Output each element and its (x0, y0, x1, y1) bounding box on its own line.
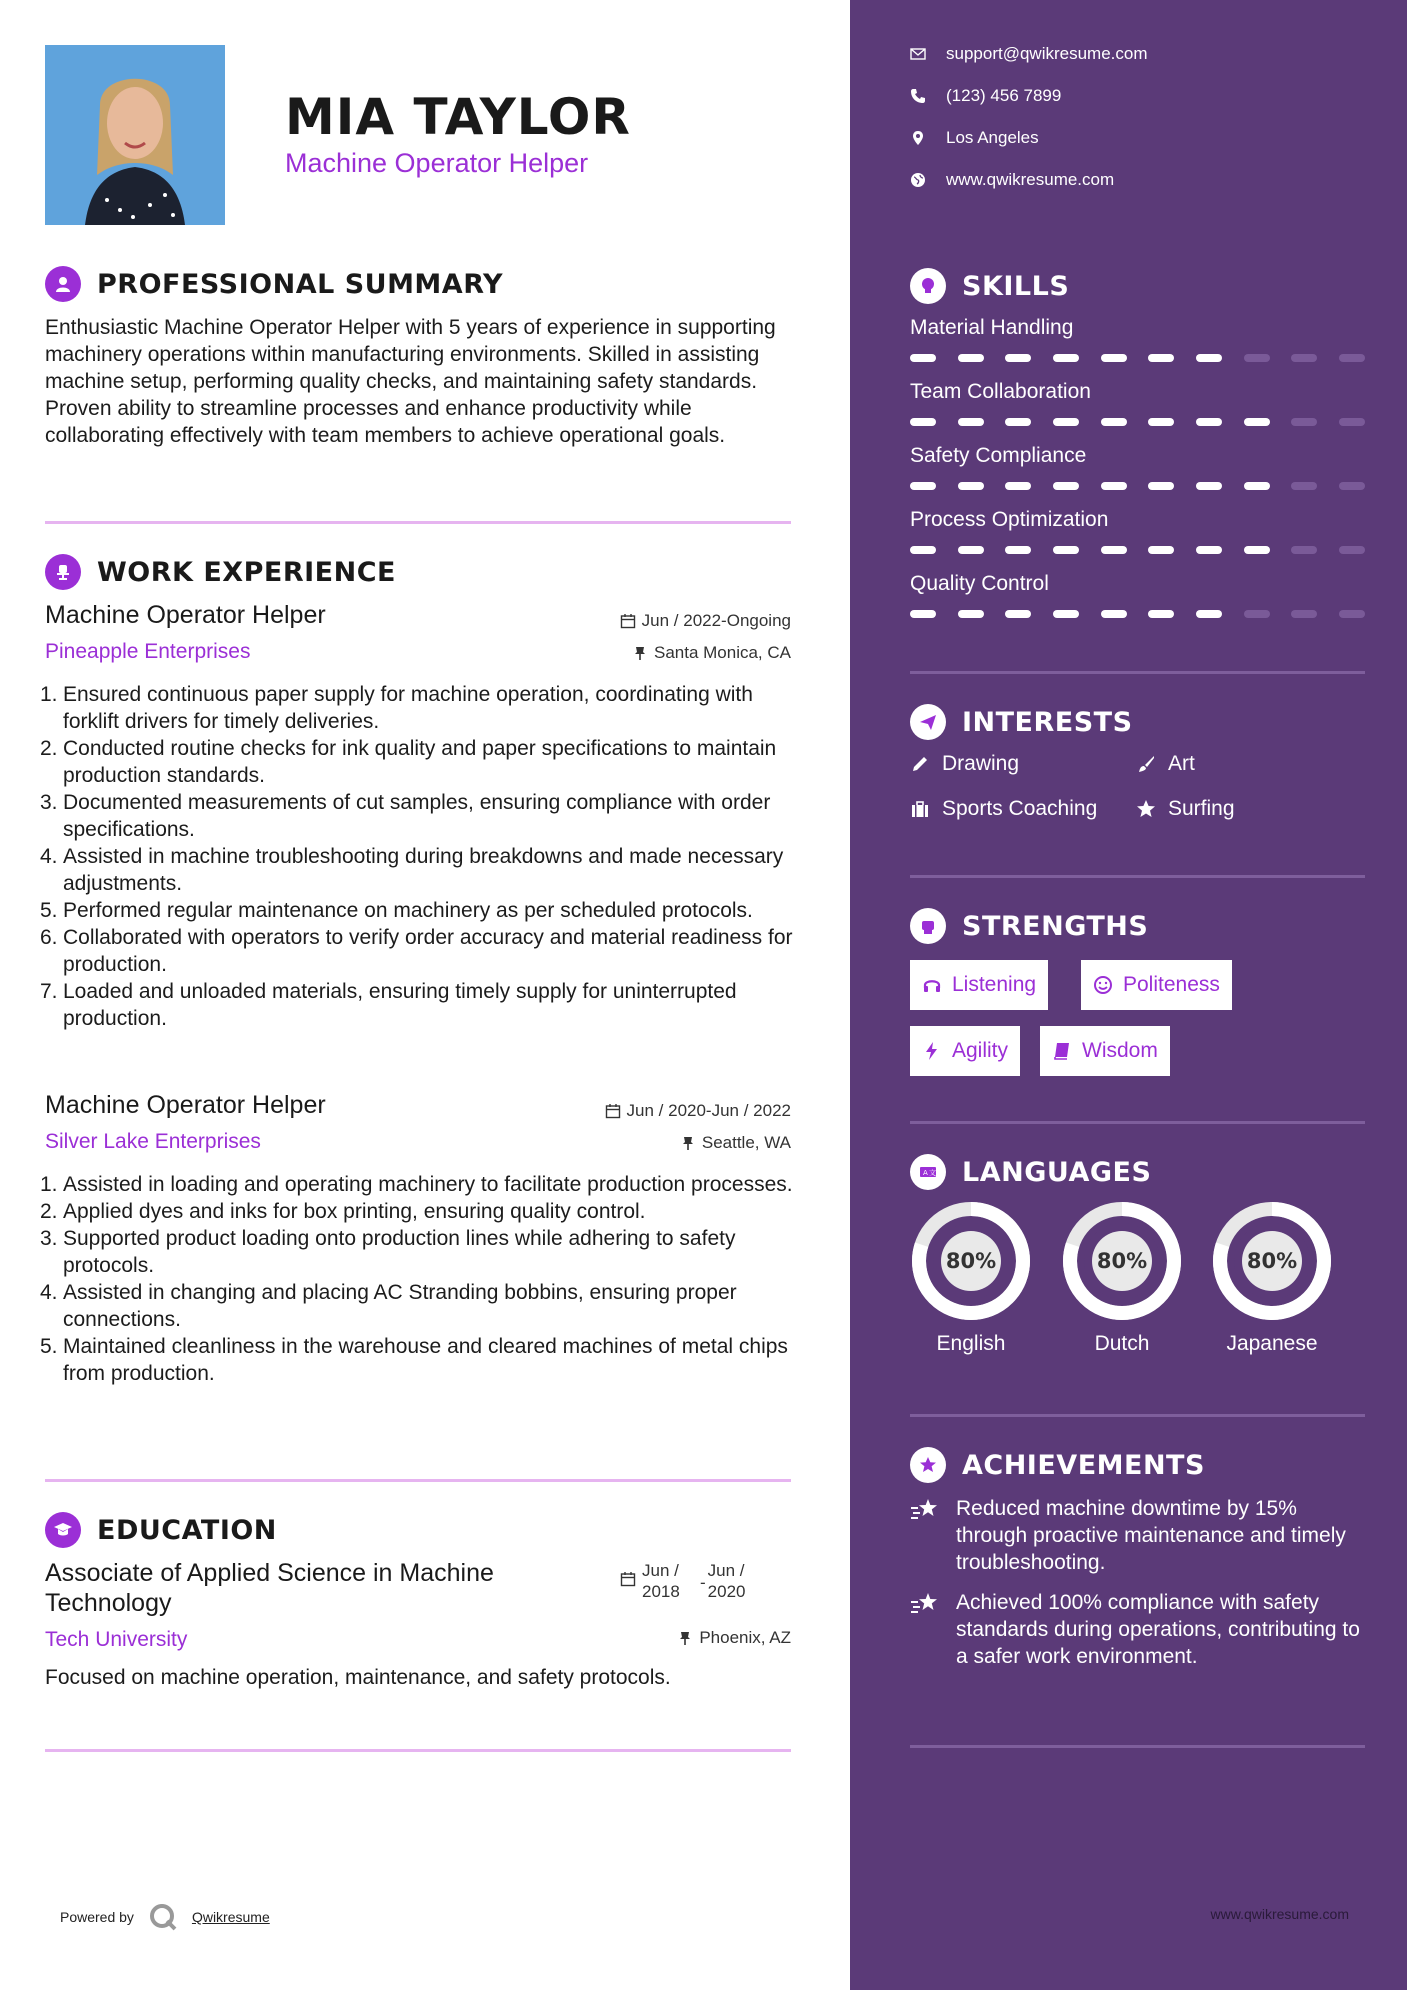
skill-segment (1101, 354, 1127, 362)
contact-website[interactable] (910, 170, 1114, 190)
book-icon (1052, 1041, 1072, 1061)
job-location-text: Santa Monica, CA (653, 643, 791, 662)
skill-segment (1291, 354, 1317, 362)
lightbulb-icon (910, 268, 946, 304)
skill-segment (1291, 546, 1317, 554)
calendar-icon (605, 1103, 621, 1119)
education-location-text: Phoenix, AZ (699, 1628, 791, 1647)
language-ring (1211, 1200, 1333, 1322)
skill-label: Safety Compliance (910, 444, 1087, 467)
powered-by (60, 1902, 270, 1932)
divider (45, 1479, 791, 1482)
pin-icon (677, 1630, 693, 1646)
skill-segment (1053, 418, 1079, 426)
calendar-icon (620, 613, 636, 629)
skill-segment (1339, 418, 1365, 426)
brand-link[interactable]: Qwikresume (191, 1909, 270, 1925)
list-item: 6. Collaborated with operators to verify order accuracy and material readiness for production. (40, 926, 793, 976)
skill-segment (1101, 418, 1127, 426)
skill-segment (1339, 546, 1365, 554)
phone-icon (910, 88, 926, 104)
shooting-star-icon (910, 1497, 940, 1523)
skill-segment (1005, 354, 1031, 362)
skill-segment (910, 546, 936, 554)
company-name: Silver Lake Enterprises (45, 1130, 261, 1153)
list-item: 2. Conducted routine checks for ink quality and paper specifications to maintain production standards. (40, 737, 777, 787)
skill-segment (910, 610, 936, 618)
skill-segment (1005, 610, 1031, 618)
skill-segment (1244, 354, 1270, 362)
skill-segment (910, 418, 936, 426)
contact-location (910, 128, 1039, 148)
skill-segment (910, 354, 936, 362)
map-marker-icon (910, 130, 926, 146)
education-heading (45, 1512, 277, 1548)
skill-segment (1053, 546, 1079, 554)
skill-segment (1053, 354, 1079, 362)
website-text: www.qwikresume.com (946, 170, 1115, 189)
language-percent: 80% (945, 1249, 997, 1273)
skill-segment (958, 418, 984, 426)
list-item: 3. Supported product loading onto production lines while adhering to safety protocols. (40, 1227, 736, 1277)
job-date (620, 611, 791, 631)
education-title: EDUCATION (97, 1514, 277, 1546)
list-item: 2. Applied dyes and inks for box printing, ensuring quality control. (40, 1200, 646, 1223)
skill-segment (1148, 354, 1174, 362)
shooting-star-icon (910, 1591, 940, 1617)
skill-level-bar (910, 418, 1365, 426)
calendar-icon (620, 1571, 636, 1587)
skill-label: Quality Control (910, 572, 1049, 595)
strengths-title: STRENGTHS (962, 910, 1149, 942)
svg-text:文: 文 (929, 1169, 936, 1177)
school-name: Tech University (45, 1628, 188, 1651)
skill-level-bar (910, 482, 1365, 490)
svg-text:A: A (923, 1169, 928, 1177)
graduation-cap-icon (45, 1512, 81, 1548)
language-ring (910, 1200, 1032, 1322)
summary-heading (45, 266, 503, 302)
language-name: Japanese (1226, 1332, 1318, 1355)
skill-segment (1101, 482, 1127, 490)
education-description: Focused on machine operation, maintenance, and safety protocols. (45, 1666, 671, 1689)
interests-title: INTERESTS (962, 706, 1133, 738)
user-icon (45, 266, 81, 302)
interests-heading (910, 704, 1133, 740)
profile-photo (45, 45, 225, 225)
skill-segment (1148, 546, 1174, 554)
job-location (632, 643, 791, 663)
pencil-icon (910, 754, 930, 774)
headphones-icon (922, 975, 942, 995)
star-icon (1136, 799, 1156, 819)
education-location (677, 1628, 791, 1648)
education-date (620, 1560, 758, 1602)
skill-level-bar (910, 354, 1365, 362)
language-gauge (1061, 1200, 1183, 1356)
list-item: 4. Assisted in changing and placing AC Stranding bobbins, ensuring proper connections. (40, 1281, 737, 1331)
experience-heading (45, 554, 396, 590)
badge-star-icon (910, 1447, 946, 1483)
skill-segment (1244, 482, 1270, 490)
job-date-text: Jun / 2020-Jun / 2022 (626, 1101, 791, 1120)
divider (45, 1749, 791, 1752)
skill-segment (1291, 418, 1317, 426)
list-item: 4. Assisted in machine troubleshooting during breakdowns and made necessary adjustments. (40, 845, 784, 895)
skill-level-bar (910, 610, 1365, 618)
skill-segment (1148, 610, 1174, 618)
divider (910, 1745, 1365, 1748)
skill-segment (1196, 482, 1222, 490)
skill-segment (1148, 418, 1174, 426)
interest-item: Art (1136, 752, 1195, 776)
skill-segment (958, 354, 984, 362)
skill-segment (958, 610, 984, 618)
language-gauge (1211, 1200, 1333, 1356)
skill-segment (1339, 482, 1365, 490)
list-item: 7. Loaded and unloaded materials, ensuring timely supply for uninterrupted production. (40, 980, 737, 1030)
language-ring (1061, 1200, 1183, 1322)
strengths-heading (910, 908, 1148, 944)
pin-icon (680, 1135, 696, 1151)
interest-item: Drawing (910, 752, 1019, 776)
job-date (605, 1101, 791, 1121)
language-name: Dutch (1094, 1332, 1150, 1355)
job-bullets (40, 681, 800, 1032)
footer-url[interactable]: www.qwikresume.com (1210, 1906, 1349, 1922)
achievements-heading (910, 1447, 1205, 1483)
location-text: Los Angeles (946, 128, 1039, 147)
bolt-icon (922, 1041, 942, 1061)
summary-text: Enthusiastic Machine Operator Helper with 5 years of experience in supporting machinery operations within manufacturing environments. Skilled in assisting machine setup, performing quality checks, and maintaining safety standards. Proven ability to streamline processes and enhance productivity while collaborating effectively with team members to achieve operational goals. (45, 316, 776, 447)
skill-segment (1291, 610, 1317, 618)
skill-segment (1148, 482, 1174, 490)
education-date-end: Jun / 2020 (707, 1561, 746, 1601)
briefcase-icon (910, 799, 930, 819)
job-title: Machine Operator Helper (45, 601, 326, 629)
skills-title: SKILLS (962, 270, 1070, 302)
company-name: Pineapple Enterprises (45, 640, 251, 663)
strength-chip: Wisdom (1040, 1026, 1170, 1076)
skill-segment (1101, 546, 1127, 554)
education-date-separator: - (700, 1573, 706, 1592)
summary-title: PROFESSIONAL SUMMARY (97, 268, 504, 300)
skill-segment (1244, 610, 1270, 618)
divider (45, 521, 791, 524)
skill-segment (1053, 610, 1079, 618)
skill-segment (958, 482, 984, 490)
phone-text: (123) 456 7899 (946, 86, 1062, 105)
job-title: Machine Operator Helper (45, 1091, 326, 1119)
skill-segment (1196, 418, 1222, 426)
skill-segment (1339, 610, 1365, 618)
list-item: 3. Documented measurements of cut samples, ensuring compliance with order specifications. (40, 791, 771, 841)
list-item: 5. Maintained cleanliness in the warehouse and cleared machines of metal chips from production. (40, 1335, 788, 1385)
job-bullets (40, 1171, 800, 1387)
divider (910, 875, 1365, 878)
strength-chip: Politeness (1081, 960, 1232, 1010)
language-percent: 80% (1246, 1249, 1298, 1273)
skill-segment (1196, 610, 1222, 618)
list-item: 1. Ensured continuous paper supply for machine operation, coordinating with forklift drivers for timely deliveries. (40, 683, 753, 733)
skills-heading (910, 268, 1069, 304)
job-date-text: Jun / 2022-Ongoing (641, 611, 791, 630)
smile-icon (1093, 975, 1113, 995)
experience-title: WORK EXPERIENCE (97, 556, 396, 588)
sidebar (850, 0, 1407, 1990)
skill-label: Material Handling (910, 316, 1074, 339)
skill-level-bar (910, 546, 1365, 554)
paintbrush-icon (1136, 754, 1156, 774)
achievement-item: Achieved 100% compliance with safety standards during operations, contributing to a safer work environment. (910, 1589, 1370, 1670)
interest-item: Sports Coaching (910, 797, 1097, 821)
divider (910, 1414, 1365, 1417)
strength-chip: Listening (910, 960, 1048, 1010)
skill-segment (910, 482, 936, 490)
skill-segment (958, 546, 984, 554)
contact-email[interactable] (910, 44, 1148, 64)
languages-heading (910, 1154, 1151, 1190)
language-icon (910, 1154, 946, 1190)
contact-phone[interactable] (910, 86, 1061, 106)
skill-segment (1291, 482, 1317, 490)
language-percent: 80% (1096, 1249, 1148, 1273)
skill-segment (1005, 546, 1031, 554)
candidate-role: Machine Operator Helper (285, 148, 589, 178)
language-gauge (910, 1200, 1032, 1356)
skill-segment (1196, 354, 1222, 362)
skill-segment (1101, 610, 1127, 618)
divider (910, 671, 1365, 674)
job-location-text: Seattle, WA (701, 1133, 791, 1152)
skill-label: Team Collaboration (910, 380, 1091, 403)
language-name: English (936, 1332, 1006, 1355)
envelope-icon (910, 46, 926, 62)
candidate-name: MIA TAYLOR (285, 88, 631, 146)
languages-title: LANGUAGES (962, 1156, 1152, 1188)
achievements-title: ACHIEVEMENTS (962, 1449, 1205, 1481)
achievement-item: Reduced machine downtime by 15% through proactive maintenance and timely troubleshooting. (910, 1495, 1370, 1576)
fist-icon (910, 908, 946, 944)
skill-segment (1053, 482, 1079, 490)
skill-segment (1196, 546, 1222, 554)
skill-label: Process Optimization (910, 508, 1109, 531)
globe-icon (910, 172, 926, 188)
job-location (680, 1133, 791, 1153)
list-item: 1. Assisted in loading and operating machinery to facilitate production processes. (40, 1173, 793, 1196)
list-item: 5. Performed regular maintenance on machinery as per scheduled protocols. (40, 899, 753, 922)
qwikresume-logo-icon (148, 1902, 178, 1932)
education-date-start: Jun / 2018 (642, 1561, 680, 1601)
skill-segment (1339, 354, 1365, 362)
interest-item: Surfing (1136, 797, 1235, 821)
powered-by-label: Powered by (60, 1909, 134, 1925)
email-text: support@qwikresume.com (946, 44, 1148, 63)
divider (910, 1121, 1365, 1124)
pin-icon (632, 645, 648, 661)
degree-title: Associate of Applied Science in Machine Technology (45, 1559, 494, 1617)
chair-icon (45, 554, 81, 590)
skill-segment (1005, 482, 1031, 490)
skill-segment (1005, 418, 1031, 426)
paper-plane-icon (910, 704, 946, 740)
skill-segment (1244, 546, 1270, 554)
skill-segment (1244, 418, 1270, 426)
portrait-image (45, 45, 225, 225)
strength-chip: Agility (910, 1026, 1020, 1076)
